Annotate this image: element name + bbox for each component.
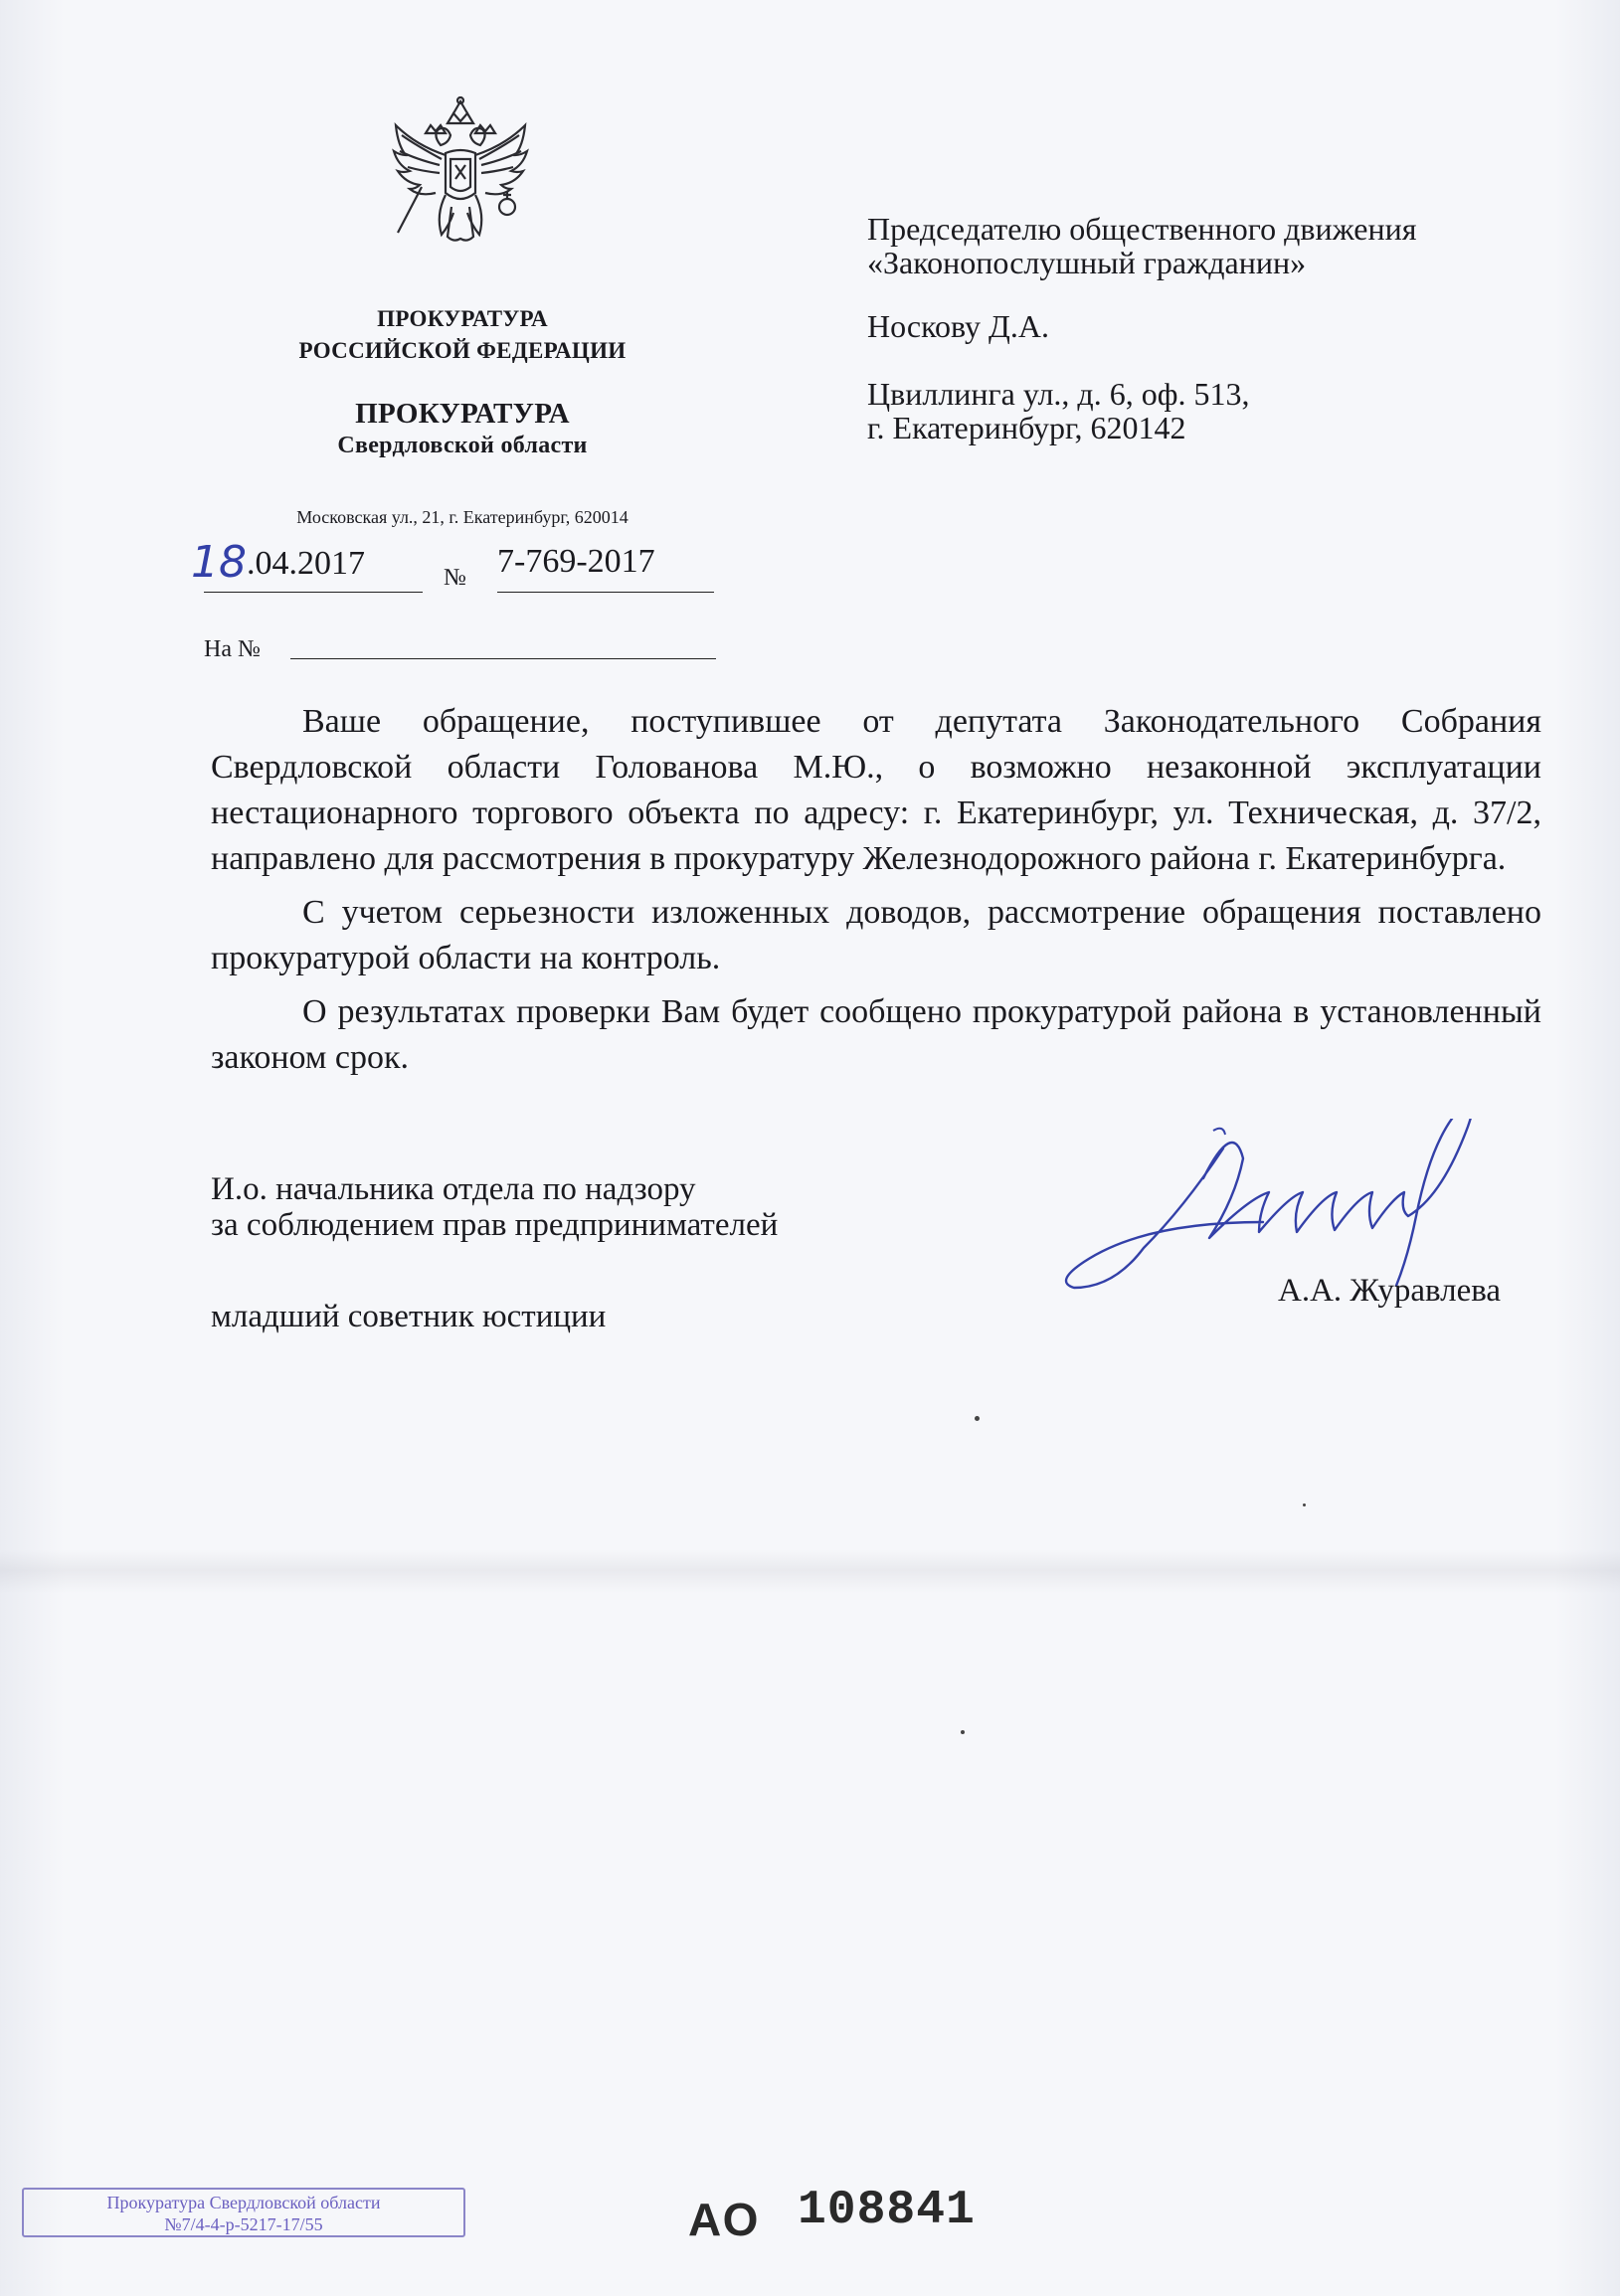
signatory-position [211, 1171, 927, 1334]
office-address: Московская ул., 21, г. Екатеринбург, 620014 [296, 507, 629, 527]
office-line1: ПРОКУРАТУРА [355, 398, 570, 430]
registration-number: 7-769-2017 [497, 543, 655, 580]
recipient-name: Носкову Д.А. [867, 308, 1049, 344]
paper-speck [961, 1730, 965, 1734]
stamp-line1: Прокуратура Свердловской области [106, 2193, 381, 2212]
agency-header [249, 303, 676, 367]
office-line2: Свердловской области [337, 433, 588, 458]
office-header [249, 398, 676, 461]
serial-number: 108841 [798, 2184, 976, 2237]
signatory-name: А.А. Журавлева [1278, 1273, 1502, 1309]
agency-line2: РОССИЙСКОЙ ФЕДЕРАЦИИ [298, 338, 627, 363]
registration-stamp [22, 2188, 465, 2237]
paper-speck [1303, 1503, 1306, 1506]
reference-label: На № [204, 636, 261, 662]
stamp-line2: №7/4-4-р-5217-17/55 [164, 2214, 323, 2234]
recipient-address-line2: г. Екатеринбург, 620142 [867, 410, 1186, 445]
agency-line1: ПРОКУРАТУРА [377, 306, 548, 331]
handwritten-signature [1054, 1119, 1571, 1347]
signatory-rank: младший советник юстиции [211, 1299, 607, 1334]
body-paragraph-2: С учетом серьезности изложенных доводов, рассмотрение обращения поставлено прокуратурой области на контроль. [211, 894, 1541, 976]
recipient-title: Председателю общественного движения «Законопослушный гражданин» [867, 211, 1417, 280]
body-paragraph-1: Ваше обращение, поступившее от депутата Законодательного Собрания Свердловской области Голованова М.Ю., о возможно незаконной эксплуатации нестационарного торгового объекта по адресу: г. Екатеринбург, ул. Техническая, д. 37/2, направлено для рассмотрения в прокуратуру Железнодорожного района г. Екатеринбурга. [211, 703, 1541, 877]
body-paragraph-3: О результатах проверки Вам будет сообщено прокуратурой района в установленный законом срок. [211, 993, 1541, 1076]
number-sign: № [444, 565, 466, 591]
letter-body [211, 699, 1541, 1089]
position-line1: И.о. начальника отдела по надзору [211, 1171, 696, 1207]
position-line2: за соблюдением прав предпринимателей [211, 1207, 779, 1243]
paper-speck [975, 1416, 980, 1421]
serial-prefix: АО [688, 2194, 761, 2245]
date-handwritten-day: 18 [191, 537, 247, 588]
recipient-block [867, 212, 1424, 444]
reference-underline [290, 628, 716, 659]
coat-of-arms-emblem-icon [386, 95, 535, 255]
recipient-address-line1: Цвиллинга ул., д. 6, оф. 513, [867, 376, 1250, 412]
date-printed: .04.2017 [247, 545, 365, 582]
